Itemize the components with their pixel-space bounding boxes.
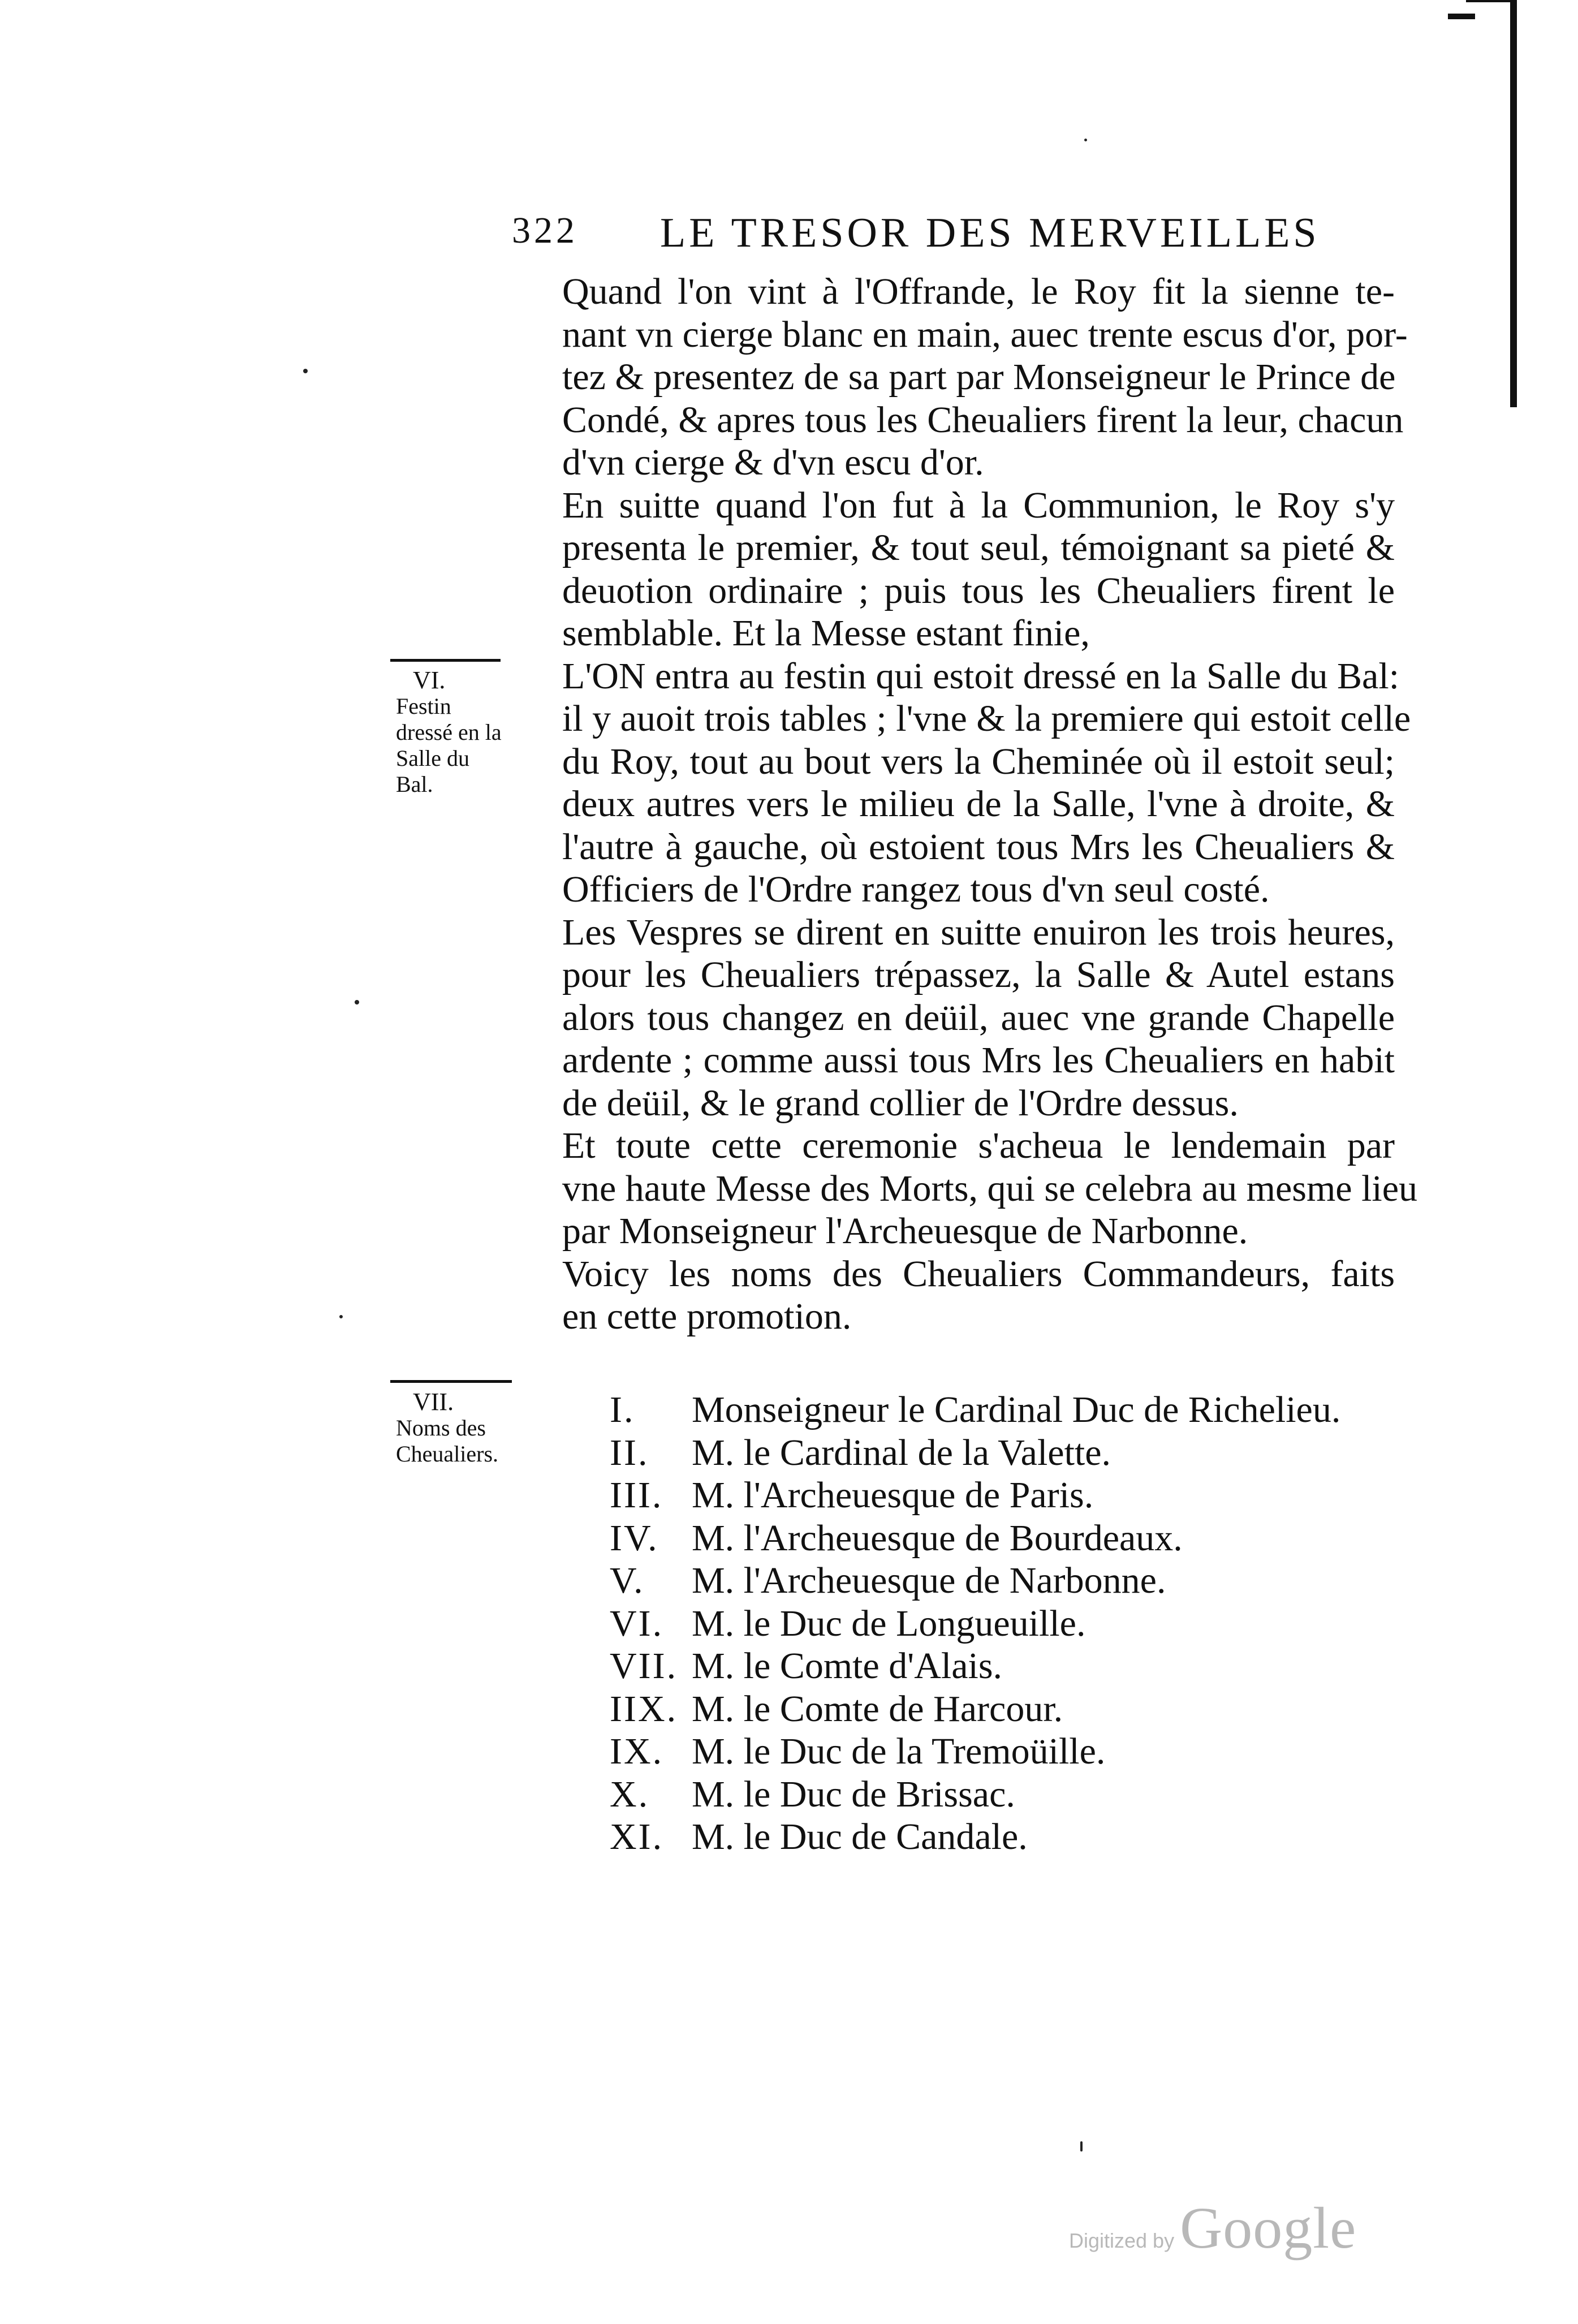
list-item-number: V.: [610, 1560, 645, 1601]
list-item-name: M. l'Archeuesque de Paris.: [692, 1474, 1094, 1516]
list-item-name: M. l'Archeuesque de Narbonne.: [692, 1560, 1166, 1601]
text-line: vne haute Messe des Morts, qui se celebra au mesme lieu: [562, 1167, 1418, 1209]
text-line: deuotion ordinaire ; puis tous les Cheualiers firent le: [562, 570, 1395, 611]
text-line: de deüil, & le grand collier de l'Ordre dessus.: [562, 1082, 1239, 1124]
text-line: pour les Cheualiers trépassez, la Salle & Autel estans: [562, 954, 1395, 995]
knights-list: [610, 1389, 1430, 1859]
list-item: [610, 1474, 1430, 1517]
text-line: alors tous changez en deüil, auec vne grande Chapelle: [562, 997, 1395, 1038]
list-item: [610, 1432, 1430, 1474]
list-item: [610, 1517, 1430, 1560]
margin-note-text: Festin dressé en la Salle du Bal.: [396, 693, 502, 797]
list-item-name: M. le Comte de Harcour.: [692, 1688, 1063, 1730]
page-edge-tick: [1448, 14, 1475, 19]
margin-note-festin: [396, 667, 512, 797]
list-item-number: I.: [610, 1389, 635, 1430]
paragraph-vespres: [519, 911, 1395, 1125]
text-line: Condé, & apres tous les Cheualiers firent la leur, chacun: [562, 399, 1404, 441]
list-item-number: IX.: [610, 1731, 664, 1772]
running-title: LE TRESOR DES MERVEILLES: [660, 210, 1320, 256]
list-item-number: IV.: [610, 1517, 659, 1559]
list-item-name: M. le Comte d'Alais.: [692, 1645, 1003, 1687]
text-line: Les Vespres se dirent en suitte enuiron les trois heures,: [562, 911, 1395, 953]
list-item-number: X.: [610, 1773, 650, 1815]
digitized-by-watermark: [1069, 2194, 1357, 2261]
margin-rule: [390, 1380, 512, 1383]
text-line: par Monseigneur l'Archeuesque de Narbonne.: [562, 1210, 1248, 1252]
list-item-number: VI.: [610, 1602, 664, 1644]
list-item-name: M. le Duc de Longueuille.: [692, 1602, 1086, 1644]
text-line: l'autre à gauche, où estoient tous Mrs les Cheualiers &: [562, 826, 1395, 868]
list-item-name: M. le Duc de Brissac.: [692, 1773, 1015, 1815]
text-line: il y auoit trois tables ; l'vne & la premiere qui estoit celle: [562, 698, 1411, 739]
margin-note-number: VII.: [413, 1388, 454, 1416]
list-item: [610, 1559, 1430, 1602]
main-text: [519, 270, 1418, 1338]
margin-note-text: Noms des Cheualiers.: [396, 1415, 499, 1467]
ink-speck: [1080, 2141, 1083, 2151]
text-line: semblable. Et la Messe estant finie,: [562, 613, 1090, 654]
list-item-name: M. le Cardinal de la Valette.: [692, 1432, 1111, 1473]
text-line: d'vn cierge & d'vn escu d'or.: [562, 442, 984, 483]
margin-note-number: VI.: [413, 666, 446, 694]
text-line: Quand l'on vint à l'Offrande, le Roy fit la sienne te-: [562, 271, 1395, 312]
text-line: L'ON entra au festin qui estoit dressé en la Salle du Bal:: [562, 655, 1400, 697]
list-item-number: II.: [610, 1432, 649, 1473]
paragraph-messe-des-morts: [519, 1124, 1418, 1253]
paragraph-communion: [519, 484, 1395, 655]
list-item: [610, 1389, 1430, 1432]
text-line: Et toute cette ceremonie s'acheua le lendemain par: [562, 1125, 1395, 1166]
watermark-prefix: Digitized by: [1069, 2229, 1175, 2252]
ink-speck: [355, 1000, 359, 1004]
list-item-name: M. le Duc de la Tremoüille.: [692, 1731, 1106, 1772]
list-item-number: VII.: [610, 1645, 678, 1687]
text-line: ardente ; comme aussi tous Mrs les Cheualiers en habit: [562, 1040, 1395, 1081]
ink-speck: [1084, 139, 1087, 141]
paragraph-offrande: [519, 270, 1408, 484]
page-number: 322: [512, 210, 578, 251]
page-edge-binding-mark: [1466, 0, 1517, 407]
list-item-number: XI.: [610, 1816, 664, 1857]
margin-note-noms: [396, 1389, 512, 1467]
ink-speck: [339, 1315, 343, 1318]
text-line: Officiers de l'Ordre rangez tous d'vn seul costé.: [562, 869, 1270, 910]
text-line: tez & presentez de sa part par Monseigneur le Prince de: [562, 356, 1396, 398]
google-logo: Google: [1180, 2196, 1357, 2261]
text-line: du Roy, tout au bout vers la Cheminée où il estoit seul;: [562, 740, 1395, 782]
list-item-name: M. l'Archeuesque de Bourdeaux.: [692, 1517, 1183, 1559]
list-item: [610, 1602, 1430, 1645]
running-header: [512, 209, 1320, 266]
list-item: [610, 1688, 1430, 1731]
text-line: En suitte quand l'on fut à la Communion, le Roy s'y: [562, 484, 1395, 526]
text-line: deux autres vers le milieu de la Salle, l'vne à droite, &: [562, 783, 1395, 825]
ink-speck: [303, 369, 308, 373]
paragraph-noms: [519, 1253, 1395, 1338]
paragraph-festin: [519, 655, 1411, 911]
list-item: [610, 1773, 1430, 1816]
list-item-number: IIX.: [610, 1688, 678, 1730]
text-line: Voicy les noms des Cheualiers Commandeurs, faits: [562, 1253, 1395, 1295]
list-item-number: III.: [610, 1474, 663, 1516]
text-line: presenta le premier, & tout seul, témoignant sa pieté &: [562, 527, 1395, 568]
list-item-name: M. le Duc de Candale.: [692, 1816, 1028, 1857]
list-item: [610, 1645, 1430, 1688]
list-item: [610, 1816, 1430, 1859]
margin-rule: [390, 659, 501, 662]
list-item: [610, 1730, 1430, 1773]
list-item-name: Monseigneur le Cardinal Duc de Richelieu.: [692, 1389, 1341, 1430]
text-line: en cette promotion.: [562, 1296, 852, 1337]
text-line: nant vn cierge blanc en main, auec trente escus d'or, por-: [562, 313, 1408, 355]
